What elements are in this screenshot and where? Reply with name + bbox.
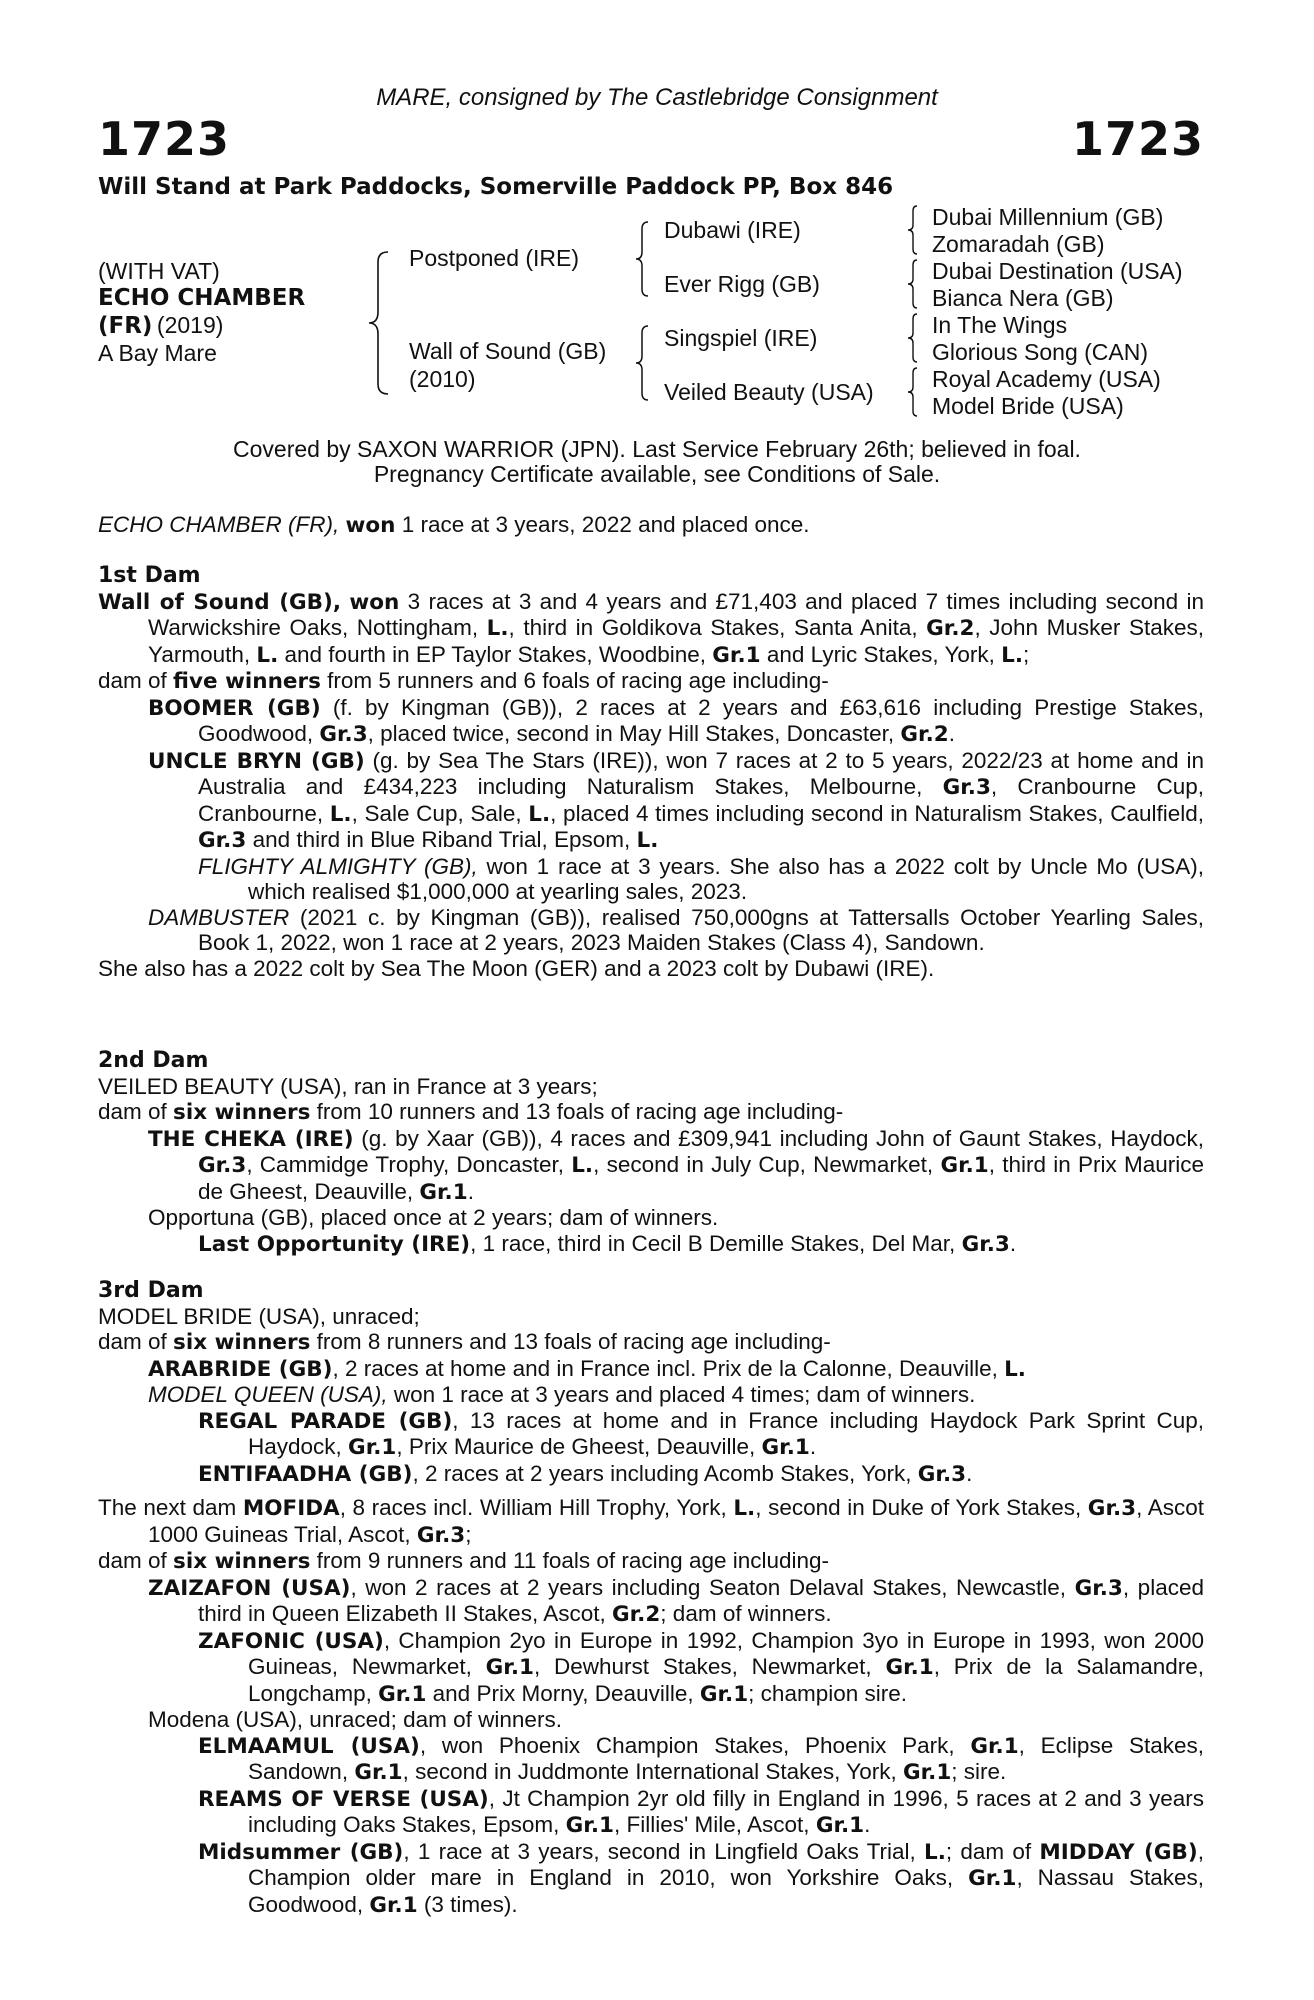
listed-tag: L. — [256, 642, 279, 668]
horse-year: (2019) — [156, 312, 224, 338]
gen3-7: Royal Academy (USA) — [932, 366, 1161, 392]
gen2-4: Veiled Beauty (USA) — [664, 379, 874, 405]
lot-number-left: 1723 — [98, 112, 231, 166]
winners-count: five winners — [173, 669, 321, 694]
gen3-4: Bianca Nera (GB) — [932, 285, 1114, 311]
text: , Jt Champion 2yr old filly in England in 1996, 5 races at 2 and 3 years including Oaks Stakes, Epsom, — [248, 1785, 1204, 1837]
pedigree-brace-g3-3 — [905, 312, 921, 364]
listed-tag: L. — [571, 1153, 594, 1178]
listed-tag: L. — [329, 801, 352, 827]
gen3-2: Zomaradah (GB) — [932, 231, 1105, 257]
group-tag: Gr.3 — [198, 1153, 247, 1178]
text: . — [809, 1434, 817, 1459]
gen3-5: In The Wings — [932, 312, 1068, 338]
text: (g. by Xaar (GB)), 4 races and £309,941 including John of Gaunt Stakes, Haydock, — [353, 1125, 1204, 1151]
second-dam-line: VEILED BEAUTY (USA), ran in France at 3 years; — [98, 1073, 598, 1099]
group-tag: Gr.2 — [611, 1602, 661, 1627]
group-tag: Gr.1 — [970, 1733, 1019, 1759]
dam-name: Wall of Sound (GB) — [409, 338, 607, 364]
listed-tag: L. — [733, 1496, 756, 1521]
dam-year: (2010) — [409, 366, 476, 392]
intro-won: won — [345, 513, 396, 538]
intro-horse-name: ECHO CHAMBER (FR), — [98, 512, 340, 537]
next-dam-section — [98, 1495, 1204, 1918]
group-tag: Gr.1 — [940, 1153, 989, 1178]
text: . — [467, 1178, 474, 1204]
first-dam-paragraph — [98, 589, 1204, 669]
text: , placed 4 times including second in Naturalism Stakes, Caulfield, — [550, 800, 1204, 826]
produce-zaizafon — [148, 1575, 1204, 1628]
text: (f. by Kingman (GB)), 2 races at 2 years and £63,616 including Prestige Stakes, Goodwood, — [198, 694, 1204, 746]
text: . — [864, 1812, 871, 1837]
produce-name: Last Opportunity (IRE) — [198, 1231, 471, 1257]
location-line: Will Stand at Park Paddocks, Somerville Paddock PP, Box 846 — [98, 174, 894, 200]
produce-name: REGAL PARADE (GB) — [198, 1408, 453, 1434]
produce-name: ZAFONIC (USA) — [198, 1628, 384, 1654]
produce-dambuster — [148, 905, 1204, 956]
horse-name: ECHO CHAMBER — [98, 285, 306, 311]
third-dam-heading: 3rd Dam — [98, 1278, 204, 1303]
winners-count: six winners — [173, 1100, 311, 1125]
third-dam-dam-of — [98, 1329, 1204, 1356]
second-dam-dam-of — [98, 1099, 1204, 1126]
text: won 1 race at 3 years. She also has a 2022 colt by Uncle Mo (USA), which realised $1,000,000 at yearling sales, 2023. — [248, 853, 1204, 904]
gen3-8: Model Bride (USA) — [932, 393, 1124, 419]
produce-name: UNCLE BRYN (GB) — [148, 748, 365, 774]
text: , third in Goldikova Stakes, Santa Anita, — [508, 615, 927, 640]
text: ; — [1023, 641, 1030, 667]
text: , 8 races incl. William Hill Trophy, York, — [339, 1495, 734, 1520]
produce-midsummer — [198, 1839, 1204, 1919]
produce-name: BOOMER (GB) — [148, 695, 321, 721]
listed-tag: L. — [1004, 1356, 1026, 1382]
gen3-6: Glorious Song (CAN) — [932, 339, 1149, 365]
produce-name: FLIGHTY ALMIGHTY (GB), — [198, 853, 478, 879]
text: The next dam — [98, 1495, 243, 1520]
text: won 1 race at 3 years and placed 4 times; dam of winners. — [387, 1382, 976, 1407]
text: (3 times). — [417, 1891, 518, 1917]
text: , Dewhurst Stakes, Newmarket, — [533, 1654, 886, 1679]
text: from 8 runners and 13 foals of racing age including- — [310, 1329, 831, 1354]
pedigree-brace-g3-4 — [905, 366, 921, 418]
first-dam-dam-of — [98, 668, 1204, 695]
text: ; dam of winners. — [660, 1601, 832, 1626]
gen3-1: Dubai Millennium (GB) — [932, 204, 1164, 230]
text: dam of — [98, 668, 174, 693]
horse-origin — [98, 312, 223, 339]
produce-name: REAMS OF VERSE (USA) — [198, 1786, 489, 1812]
text: , Eclipse Stakes, Sandown, — [248, 1732, 1204, 1784]
text: and fourth in EP Taylor Stakes, Woodbine, — [278, 641, 713, 667]
text: , Prix Maurice de Gheest, Deauville, — [396, 1434, 762, 1459]
third-dam-section — [98, 1278, 1204, 1487]
text: , Ascot 1000 Guineas Trial, Ascot, — [148, 1495, 1204, 1547]
group-tag: Gr.3 — [942, 775, 991, 800]
pedigree-brace-g3-1 — [905, 204, 921, 256]
text: and third in Blue Riband Trial, Epsom, — [246, 827, 637, 852]
text: , Nassau Stakes, Goodwood, — [248, 1865, 1204, 1917]
text: . — [1009, 1230, 1017, 1256]
group-tag: Gr.1 — [968, 1866, 1017, 1891]
group-tag: Gr.3 — [198, 828, 247, 853]
text: , Champion older mare in England in 2010, won Yorkshire Oaks, — [248, 1838, 1205, 1890]
text: , won Phoenix Champion Stakes, Phoenix Park, — [419, 1732, 971, 1758]
next-dam-dam-of — [98, 1548, 1204, 1575]
produce-uncle-bryn — [148, 748, 1204, 854]
text: from 10 runners and 13 foals of racing age including- — [310, 1099, 844, 1124]
text: (g. by Sea The Stars (IRE)), won 7 races at 2 to 5 years, 2022/23 at home and in Australia and £434,223 including Naturalism Stakes, Melbourne, — [198, 747, 1204, 799]
second-dam-section — [98, 1048, 1204, 1257]
produce-name: ELMAAMUL (USA) — [198, 1733, 420, 1759]
produce-name: Midsummer (GB) — [198, 1839, 404, 1865]
group-tag: Gr.1 — [348, 1435, 397, 1460]
text: , second in Juddmonte International Stakes, York, — [402, 1759, 903, 1784]
text: , placed third in Queen Elizabeth II Stakes, Ascot, — [198, 1574, 1204, 1626]
text: , placed twice, second in May Hill Stakes, Doncaster, — [367, 721, 901, 746]
produce-name: THE CHEKA (IRE) — [148, 1126, 354, 1152]
produce-name: ENTIFAADHA (GB) — [198, 1461, 413, 1487]
first-dam-section — [98, 563, 1204, 981]
lot-number-right: 1723 — [1071, 112, 1204, 166]
first-dam-also: She also has a 2022 colt by Sea The Moon (GER) and a 2023 colt by Dubawi (IRE). — [98, 955, 935, 981]
gen2-2: Ever Rigg (GB) — [664, 271, 820, 297]
listed-tag: L. — [486, 616, 509, 641]
group-tag: Gr.3 — [416, 1522, 466, 1548]
group-tag: Gr.2 — [900, 722, 949, 747]
produce-arabride — [148, 1356, 1204, 1383]
pedigree-brace-dam — [633, 323, 653, 403]
text: dam of — [98, 1329, 174, 1354]
winners-count: six winners — [173, 1549, 311, 1574]
text: , Sale Cup, Sale, — [351, 800, 529, 826]
produce-name: MIDDAY (GB) — [1039, 1839, 1198, 1865]
text: from 5 runners and 6 foals of racing age including- — [320, 668, 829, 693]
group-tag: Gr.2 — [926, 616, 975, 641]
consignment-line: MARE, consigned by The Castlebridge Consignment — [376, 84, 938, 111]
text: , 1 race, third in Cecil B Demille Stakes, Del Mar, — [470, 1230, 962, 1256]
text: . — [966, 1460, 973, 1486]
group-tag: Gr.1 — [369, 1892, 418, 1918]
text: and Lyric Stakes, York, — [760, 641, 1002, 667]
text: , second in July Cup, Newmarket, — [593, 1152, 941, 1177]
pedigree-brace-main — [366, 248, 396, 398]
group-tag: Gr.3 — [917, 1461, 967, 1487]
sire-name: Postponed (IRE) — [409, 245, 580, 271]
produce-name: DAMBUSTER — [148, 904, 290, 930]
text: , Fillies' Mile, Ascot, — [613, 1812, 816, 1837]
produce-model-queen — [148, 1382, 1204, 1408]
group-tag: Gr.1 — [712, 642, 761, 668]
text: dam of — [98, 1548, 174, 1573]
listed-tag: L. — [924, 1839, 946, 1865]
intro-paragraph — [98, 512, 1204, 539]
group-tag: Gr.1 — [354, 1760, 403, 1785]
group-tag: Gr.1 — [902, 1760, 952, 1785]
text: , Champion 2yo in Europe in 1992, Champion 3yo in Europe in 1993, won 2000 Guineas, Newmarket, — [248, 1627, 1204, 1679]
produce-boomer — [148, 695, 1204, 748]
first-dam-name: Wall of Sound (GB), — [98, 589, 342, 615]
produce-last-opportunity — [198, 1231, 1204, 1258]
group-tag: Gr.1 — [761, 1435, 810, 1460]
group-tag: Gr.1 — [699, 1681, 749, 1707]
listed-tag: L. — [636, 828, 659, 853]
covered-line-1: Covered by SAXON WARRIOR (JPN). Last Service February 26th; believed in foal. — [233, 436, 1081, 462]
pedigree-brace-sire — [633, 219, 653, 299]
text: 3 races at 3 and 4 years and £71,403 and placed 7 times including second in Warwickshire Oaks, Nottingham, — [148, 588, 1204, 640]
text: . — [948, 721, 955, 746]
second-dam-heading: 2nd Dam — [98, 1048, 209, 1073]
text: ; dam of — [945, 1838, 1040, 1864]
text: , 2 races at home and in France incl. Prix de la Calonne, Deauville, — [332, 1355, 1005, 1381]
produce-opportuna: Opportuna (GB), placed once at 2 years; dam of winners. — [148, 1205, 719, 1230]
text: (2021 c. by Kingman (GB)), realised 750,000gns at Tattersalls October Yearling Sales, Book 1, 2022, won 1 race at 2 years, 2023 Maiden Stakes (Class 4), Sandown. — [198, 904, 1204, 955]
vat-label: (WITH VAT) — [98, 258, 220, 284]
text: , 2 races at 2 years including Acomb Stakes, York, — [412, 1460, 918, 1486]
third-dam-line: MODEL BRIDE (USA), unraced; — [98, 1303, 420, 1329]
next-dam-name: MOFIDA — [242, 1496, 340, 1521]
produce-name: MODEL QUEEN (USA), — [148, 1382, 388, 1407]
produce-name: ZAIZAFON (USA) — [148, 1575, 351, 1601]
produce-flighty-almighty — [198, 854, 1204, 905]
intro-text: 1 race at 3 years, 2022 and placed once. — [395, 512, 810, 537]
text: , Cranbourne Cup, Cranbourne, — [198, 774, 1205, 826]
covered-line-2: Pregnancy Certificate available, see Conditions of Sale. — [373, 461, 941, 487]
listed-tag: L. — [528, 801, 551, 827]
produce-elmaamul — [198, 1733, 1204, 1786]
text: , second in Duke of York Stakes, — [755, 1495, 1088, 1520]
text: , won 2 races at 2 years including Seaton Delaval Stakes, Newcastle, — [350, 1574, 1075, 1600]
first-dam-won: won — [349, 589, 400, 615]
text: ; — [465, 1521, 472, 1547]
group-tag: Gr.1 — [419, 1179, 468, 1205]
text: ; champion sire. — [748, 1680, 907, 1706]
produce-zafonic — [198, 1628, 1204, 1708]
text: and Prix Morny, Deauville, — [426, 1680, 700, 1706]
text: dam of — [98, 1099, 174, 1124]
horse-description: A Bay Mare — [98, 340, 217, 366]
text: , Prix de la Salamandre, Longchamp, — [248, 1654, 1205, 1706]
produce-the-cheka — [148, 1126, 1204, 1206]
group-tag: Gr.1 — [815, 1813, 865, 1838]
winners-count: six winners — [173, 1330, 311, 1355]
text: ; sire. — [951, 1759, 1007, 1784]
produce-name: ARABRIDE (GB) — [148, 1356, 333, 1382]
produce-modena: Modena (USA), unraced; dam of winners. — [148, 1707, 562, 1732]
gen2-1: Dubawi (IRE) — [664, 217, 801, 243]
text: , third in Prix Maurice de Gheest, Deauville, — [198, 1152, 1205, 1204]
group-tag: Gr.3 — [319, 722, 368, 747]
group-tag: Gr.1 — [485, 1655, 534, 1680]
gen3-3: Dubai Destination (USA) — [932, 258, 1183, 284]
listed-tag: L. — [1001, 642, 1024, 668]
group-tag: Gr.1 — [565, 1813, 614, 1838]
group-tag: Gr.3 — [1087, 1496, 1137, 1521]
produce-entifaadha — [198, 1461, 1204, 1488]
horse-country: (FR) — [98, 313, 153, 339]
group-tag: Gr.1 — [885, 1655, 934, 1680]
text: from 9 runners and 11 foals of racing age including- — [310, 1548, 830, 1573]
group-tag: Gr.1 — [378, 1681, 427, 1707]
produce-regal-parade — [198, 1408, 1204, 1461]
text: , 1 race at 3 years, second in Lingfield Oaks Trial, — [403, 1838, 925, 1864]
text: , 13 races at home and in France including Haydock Park Sprint Cup, Haydock, — [248, 1407, 1204, 1459]
text: , Cammidge Trophy, Doncaster, — [246, 1152, 572, 1177]
group-tag: Gr.3 — [1074, 1575, 1123, 1601]
text: , John Musker Stakes, Yarmouth, — [148, 615, 1204, 667]
gen2-3: Singspiel (IRE) — [664, 325, 818, 351]
first-dam-heading: 1st Dam — [98, 563, 201, 588]
produce-reams-of-verse — [198, 1786, 1204, 1839]
pedigree-brace-g3-2 — [905, 258, 921, 310]
next-dam-paragraph — [98, 1495, 1204, 1548]
group-tag: Gr.3 — [961, 1231, 1010, 1257]
